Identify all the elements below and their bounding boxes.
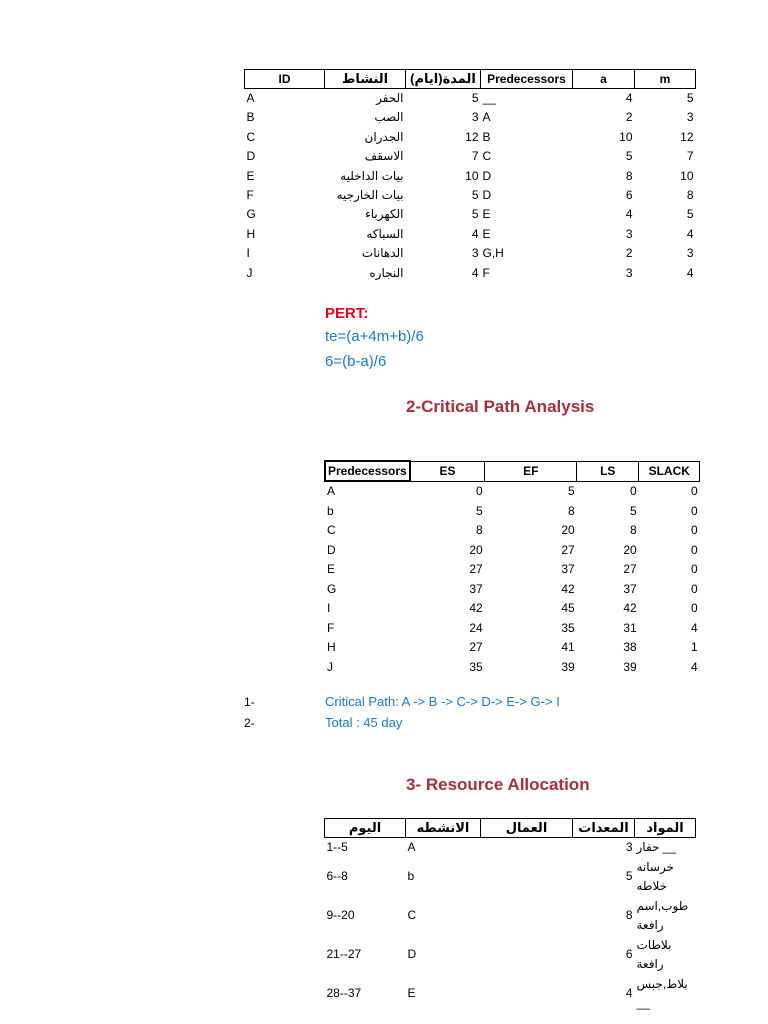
ef-cell: 5 (568, 483, 575, 498)
resource-row (325, 936, 696, 975)
cpa-row (325, 521, 700, 541)
ef-cell: 45 (561, 601, 575, 615)
resource-row (325, 975, 696, 1014)
es-cell: 42 (469, 601, 483, 615)
pert-title: PERT: (325, 305, 369, 322)
pert-formula-sigma: 6=(b-a)/6 (325, 353, 387, 370)
header-es: ES (410, 461, 485, 481)
day-range-cell: 9--20 (326, 908, 355, 923)
critical-path-heading: 2-Critical Path Analysis (406, 397, 595, 416)
a-cell: 2 (625, 110, 633, 125)
activity-id-cell: F (246, 188, 254, 203)
day-range-cell: 6--8 (326, 869, 348, 884)
equipment-cell: 8 (625, 908, 633, 923)
header-activities: الانشطه (406, 819, 481, 838)
activity-cell: b (327, 503, 334, 518)
m-cell: 4 (686, 226, 694, 241)
header-ef: EF (485, 461, 577, 481)
predecessor-cell: __ (482, 91, 496, 105)
slack-cell: 0 (691, 562, 698, 576)
a-cell: 4 (625, 207, 633, 222)
materials-cell: طوب,اسم رافعة (636, 898, 689, 932)
activity-cell: D (407, 947, 417, 962)
critical-path-text: Critical Path: A -> B -> C-> D-> E-> G-> I (325, 694, 560, 709)
duration-cell: 7 (471, 149, 479, 164)
activity-id-cell: D (246, 149, 256, 164)
cpa-row (325, 599, 700, 619)
duration-cell: 3 (471, 110, 479, 125)
activity-cell: D (327, 542, 336, 557)
cpa-row (325, 580, 700, 600)
day-range-cell: 21--27 (326, 947, 362, 962)
resource-allocation-heading: 3- Resource Allocation (406, 775, 590, 794)
duration-cell: 5 (471, 188, 479, 203)
equipment-cell: 6 (625, 947, 633, 962)
ls-cell: 39 (623, 659, 637, 674)
cpa-row (325, 619, 700, 639)
cpa-row (325, 502, 700, 522)
workers-cell (481, 858, 573, 897)
predecessor-cell: E (482, 226, 491, 241)
duration-cell: 4 (471, 265, 479, 280)
activity-name-cell: الجدران (364, 129, 404, 144)
es-cell: 5 (476, 503, 483, 518)
es-cell: 0 (476, 483, 483, 498)
resource-allocation-table (324, 818, 696, 1014)
duration-cell: 12 (465, 129, 479, 144)
cpa-row (325, 541, 700, 561)
materials-cell: __ حفار (636, 840, 677, 854)
slack-cell: 4 (691, 620, 698, 635)
day-range-cell: 1--5 (326, 840, 348, 854)
activity-cell: E (407, 986, 416, 1001)
resource-row (325, 897, 696, 936)
header-activity: النشاط (325, 70, 406, 89)
slack-cell: 0 (691, 542, 698, 557)
m-cell: 10 (680, 168, 694, 183)
activity-name-cell: الكهرباء (365, 207, 404, 222)
activity-row (245, 244, 696, 263)
header-predecessors: Predecessors (325, 461, 410, 481)
cpa-row (325, 638, 700, 658)
ef-cell: 8 (568, 503, 575, 518)
activity-name-cell: الدهانات (361, 246, 404, 261)
activity-cell: G (327, 581, 337, 596)
m-cell: 4 (686, 265, 694, 280)
header-slack: SLACK (639, 461, 700, 481)
result-number-2: 2- (244, 716, 255, 730)
header-a: a (573, 70, 635, 89)
activity-cell: E (327, 562, 336, 576)
es-cell: 27 (469, 562, 483, 576)
a-cell: 5 (625, 149, 633, 164)
ls-cell: 5 (630, 503, 637, 518)
predecessor-cell: A (482, 110, 491, 125)
ls-cell: 20 (623, 542, 637, 557)
ef-cell: 39 (561, 659, 575, 674)
duration-cell: 5 (471, 91, 479, 105)
predecessor-cell: G,H (482, 246, 504, 261)
header-workers: العمال (481, 819, 573, 838)
resource-row (325, 838, 696, 858)
m-cell: 5 (686, 91, 694, 105)
a-cell: 3 (625, 265, 633, 280)
es-cell: 37 (469, 581, 483, 596)
ef-cell: 27 (561, 542, 575, 557)
ls-cell: 8 (630, 523, 637, 537)
a-cell: 3 (625, 226, 633, 241)
pert-formula-te: te=(a+4m+b)/6 (325, 328, 424, 345)
activity-name-cell: بيات الخارجيه (336, 188, 404, 203)
activity-row (245, 108, 696, 127)
activity-row (245, 205, 696, 224)
activity-id-cell: J (246, 265, 253, 280)
equipment-cell: 3 (625, 840, 633, 854)
critical-path-table (324, 460, 700, 677)
activity-name-cell: الصب (374, 110, 404, 125)
ls-cell: 42 (623, 601, 637, 615)
activity-cell: H (327, 640, 336, 654)
header-equipment: المعدات (573, 819, 635, 838)
slack-cell: 4 (691, 659, 698, 674)
header-day: اليوم (325, 819, 406, 838)
ls-cell: 38 (623, 640, 637, 654)
a-cell: 8 (625, 168, 633, 183)
activities-header-row (245, 70, 696, 89)
a-cell: 4 (625, 91, 633, 105)
activity-name-cell: الاسقف (364, 149, 404, 164)
activity-cell: F (327, 620, 335, 635)
equipment-cell: 4 (625, 986, 633, 1001)
es-cell: 27 (469, 640, 483, 654)
materials-cell: بلاط,جبس __ (636, 976, 688, 1010)
equipment-cell: 5 (625, 869, 633, 884)
a-cell: 6 (625, 188, 633, 203)
activity-id-cell: B (246, 110, 255, 125)
cpa-row (325, 658, 700, 678)
header-duration: المدة(ايام) (406, 70, 481, 89)
m-cell: 8 (686, 188, 694, 203)
ls-cell: 37 (623, 581, 637, 596)
activity-cell: J (327, 659, 333, 674)
activity-id-cell: G (246, 207, 256, 222)
es-cell: 8 (476, 523, 483, 537)
es-cell: 35 (469, 659, 483, 674)
ef-cell: 42 (561, 581, 575, 596)
activity-cell: C (407, 908, 417, 923)
predecessor-cell: C (482, 149, 492, 164)
header-materials: المواد (635, 819, 696, 838)
activity-id-cell: I (246, 246, 250, 261)
activity-row (245, 89, 696, 109)
ef-cell: 41 (561, 640, 575, 654)
predecessor-cell: B (482, 129, 491, 144)
m-cell: 7 (686, 149, 694, 164)
materials-cell: بلاطات رافعة (636, 937, 672, 971)
activity-id-cell: H (246, 226, 256, 241)
es-cell: 20 (469, 542, 483, 557)
a-cell: 10 (619, 129, 633, 144)
activity-cell: b (407, 869, 415, 884)
slack-cell: 0 (691, 581, 698, 596)
activity-name-cell: النجاره (369, 265, 404, 280)
predecessor-cell: F (482, 265, 490, 280)
workers-cell (481, 975, 573, 1014)
activity-row (245, 147, 696, 166)
ls-cell: 31 (623, 620, 637, 635)
duration-cell: 3 (471, 246, 479, 261)
activity-id-cell: E (246, 168, 255, 183)
materials-cell: خرسانه خلاطه (636, 859, 675, 893)
a-cell: 2 (625, 246, 633, 261)
result-number-1: 1- (244, 695, 255, 709)
slack-cell: 0 (691, 503, 698, 518)
es-cell: 24 (469, 620, 483, 635)
activity-name-cell: بيات الداخليه (340, 168, 404, 183)
header-m: m (635, 70, 696, 89)
total-duration-text: Total : 45 day (325, 715, 403, 730)
header-predecessors: Predecessors (481, 70, 573, 89)
m-cell: 5 (686, 207, 694, 222)
cpa-row (325, 481, 700, 502)
slack-cell: 1 (691, 640, 698, 654)
workers-cell (481, 936, 573, 975)
activity-cell: A (327, 484, 336, 498)
slack-cell: 0 (691, 601, 698, 615)
predecessor-cell: E (482, 207, 491, 222)
ls-cell: 0 (630, 483, 637, 498)
activity-row (245, 225, 696, 244)
m-cell: 3 (686, 110, 694, 125)
resource-row (325, 858, 696, 897)
ls-cell: 27 (623, 562, 637, 576)
activity-id-cell: C (246, 129, 256, 144)
header-ls: LS (577, 461, 639, 481)
ef-cell: 37 (561, 562, 575, 576)
resource-header-row (325, 819, 696, 838)
activity-id-cell: A (246, 91, 255, 105)
cpa-header-row (325, 461, 700, 481)
m-cell: 12 (680, 129, 694, 144)
m-cell: 3 (686, 246, 694, 261)
workers-cell (481, 897, 573, 936)
activity-row (245, 128, 696, 147)
slack-cell: 0 (691, 483, 698, 498)
activity-cell: A (407, 840, 416, 854)
slack-cell: 0 (691, 523, 698, 537)
day-range-cell: 28--37 (326, 986, 362, 1001)
activity-name-cell: السباكه (366, 226, 404, 241)
activity-row (245, 167, 696, 186)
activity-name-cell: الحفر (376, 91, 404, 105)
activity-cell: C (327, 523, 336, 537)
duration-cell: 10 (465, 168, 479, 183)
duration-cell: 5 (471, 207, 479, 222)
ef-cell: 35 (561, 620, 575, 635)
predecessor-cell: D (482, 168, 492, 183)
duration-cell: 4 (471, 226, 479, 241)
activity-cell: I (327, 601, 331, 615)
activity-row (245, 186, 696, 205)
activity-row (245, 264, 696, 283)
ef-cell: 20 (561, 523, 575, 537)
predecessor-cell: D (482, 188, 492, 203)
activities-table (244, 69, 696, 283)
workers-cell (481, 838, 573, 858)
header-id: ID (245, 70, 325, 89)
cpa-row (325, 560, 700, 580)
